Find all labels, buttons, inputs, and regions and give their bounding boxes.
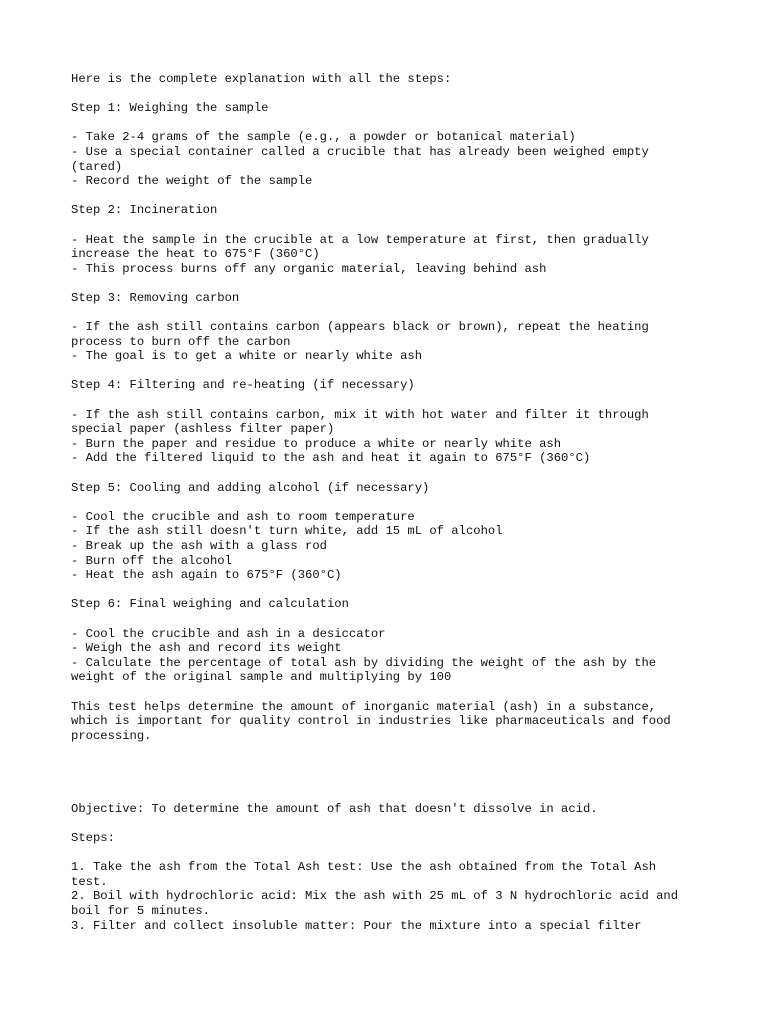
acid-step-line: 3. Filter and collect insoluble matter: Pour the mixture into a special filter: [71, 918, 642, 933]
intro-line: Here is the complete explanation with all the steps:: [71, 72, 452, 86]
summary-paragraph: [71, 700, 731, 744]
steps-label: [71, 831, 731, 846]
step1-heading: [71, 101, 731, 116]
acid-step-line: boil for 5 minutes.: [71, 904, 210, 919]
step1-line: - Take 2-4 grams of the sample (e.g., a powder or botanical material): [71, 130, 576, 145]
step6-line: weight of the original sample and multiplying by 100: [71, 670, 452, 685]
step2-body: [71, 233, 731, 277]
step2-heading-text: Step 2: Incineration: [71, 203, 218, 218]
step4-line: - Add the filtered liquid to the ash and heat it again to 675°F (360°C): [71, 451, 591, 466]
acid-step-line: 1. Take the ash from the Total Ash test: Use the ash obtained from the Total Ash: [71, 860, 657, 875]
step4-line: - If the ash still contains carbon, mix it with hot water and filter it through: [71, 407, 649, 422]
summary-line: processing.: [71, 728, 152, 743]
step3-line: - The goal is to get a white or nearly white ash: [71, 349, 423, 364]
step5-body: [71, 510, 731, 583]
step6-line: - Cool the crucible and ash in a desiccator: [71, 626, 386, 641]
step3-line: process to burn off the carbon: [71, 334, 291, 349]
step1-line: - Record the weight of the sample: [71, 174, 313, 189]
step1-heading-text: Step 1: Weighing the sample: [71, 101, 269, 116]
summary-line: which is important for quality control in industries like pharmaceuticals and food: [71, 714, 671, 729]
step2-line: - This process burns off any organic material, leaving behind ash: [71, 261, 547, 276]
step2-line: increase the heat to 675°F (360°C): [71, 247, 320, 262]
document-page: [71, 72, 731, 948]
step1-body: [71, 130, 731, 188]
step4-line: special paper (ashless filter paper): [71, 422, 335, 437]
step3-line: - If the ash still contains carbon (appears black or brown), repeat the heating: [71, 320, 649, 335]
step2-heading: [71, 203, 731, 218]
step3-body: [71, 320, 731, 364]
step6-heading: [71, 597, 731, 612]
step2-line: - Heat the sample in the crucible at a low temperature at first, then gradually: [71, 232, 649, 247]
step5-line: - Burn off the alcohol: [71, 553, 232, 568]
step4-line: - Burn the paper and residue to produce a white or nearly white ash: [71, 436, 562, 451]
step3-heading-text: Step 3: Removing carbon: [71, 290, 240, 305]
step4-body: [71, 408, 731, 466]
step6-line: - Weigh the ash and record its weight: [71, 641, 342, 656]
acid-step-line: test.: [71, 874, 108, 889]
step5-line: - Break up the ash with a glass rod: [71, 539, 327, 553]
objective-line: Objective: To determine the amount of ash that doesn't dissolve in acid.: [71, 801, 598, 816]
steps-label-text: Steps:: [71, 831, 115, 846]
step5-line: - If the ash still doesn't turn white, add 15 mL of alcohol: [71, 524, 503, 539]
step5-heading-text: Step 5: Cooling and adding alcohol (if necessary): [71, 480, 430, 495]
step4-heading-text: Step 4: Filtering and re-heating (if necessary): [71, 378, 415, 393]
acid-steps-list: [71, 860, 731, 933]
summary-line: This test helps determine the amount of inorganic material (ash) in a substance,: [71, 699, 657, 714]
step1-line: (tared): [71, 159, 123, 174]
section-spacer: [71, 758, 731, 802]
step6-body: [71, 627, 731, 685]
step5-heading: [71, 481, 731, 496]
step4-heading: [71, 378, 731, 393]
step6-line: - Calculate the percentage of total ash by dividing the weight of the ash by the: [71, 655, 657, 670]
acid-step-line: 2. Boil with hydrochloric acid: Mix the ash with 25 mL of 3 N hydrochloric acid and: [71, 889, 679, 904]
step1-line: - Use a special container called a crucible that has already been weighed empty: [71, 144, 649, 159]
step5-line: - Heat the ash again to 675°F (360°C): [71, 568, 342, 583]
step5-line: - Cool the crucible and ash to room temperature: [71, 509, 415, 524]
intro-text: [71, 72, 731, 87]
objective-paragraph: [71, 802, 731, 817]
step6-heading-text: Step 6: Final weighing and calculation: [71, 597, 349, 612]
step3-heading: [71, 291, 731, 306]
